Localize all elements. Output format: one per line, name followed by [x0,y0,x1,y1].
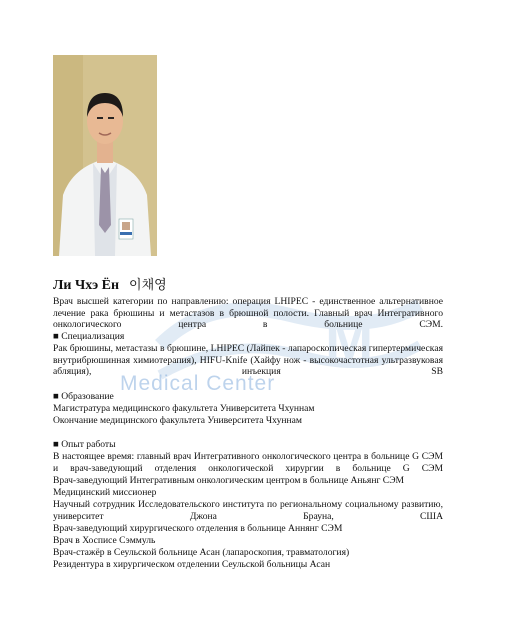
section-title-experience: ■ Опыт работы [53,439,116,450]
experience-item: Врач в Хосписе Сэммуль [53,535,156,546]
doctor-name [53,274,167,294]
experience-item: Врач-заведующий хирургического отделения в больнице Аннянг СЭМ [53,523,343,534]
intro-paragraph: Врач высшей категории по направлению: операция LHIPEC - единственное альтернативное лечение рака брюшины и метастазов в брюшной полости. Главный врач Интегративного онкологического центра в больнице СЭМ. [53,296,443,331]
section-title-education: ■ Образование [53,391,114,402]
experience-item: Врач-заведующий Интегративным онкологическим центром в больнице Аньянг СЭМ [53,475,405,486]
doctor-portrait [53,55,157,256]
experience-item: Резидентура в хирургическом отделении Сеульской больницы Асан [53,559,331,570]
experience-item: В настоящее время: главный врач Интегративного онкологического центра в больнице G СЭМ и врач-заведующий отделения онкологической хирургии в больнице G СЭМ [53,451,443,474]
name-russian: Ли Чхэ Ён [53,278,120,293]
experience-item: Врач-стажёр в Сеульской больнице Асан (лапароскопия, травматология) [53,547,350,558]
experience-item: Научный сотрудник Исследовательского института по региональному социальному развитию, университет Джона Брауна, США [53,499,443,522]
education-item: Окончание медицинского факультета Университета Чхуннам [53,415,302,426]
education-item: Магистратура медицинского факультета Университета Чхуннам [53,403,315,414]
specialization-text: Рак брюшины, метастазы в брюшине, LHIPEC (Лайпек - лапароскопическая гипертермическая внутрибрюшинная химиотерапия), HIFU-Knife (Хайфу нож - высокочастотная ультразвуковая абляция), инъекция SB [53,343,443,378]
watermark-text: Medical Center [120,372,276,395]
name-korean: 이채영 [129,278,167,293]
svg-text:M: M [325,308,374,373]
experience-item: Медицинский миссионер [53,487,157,498]
section-title-specialization: ■ Специализация [53,331,125,342]
